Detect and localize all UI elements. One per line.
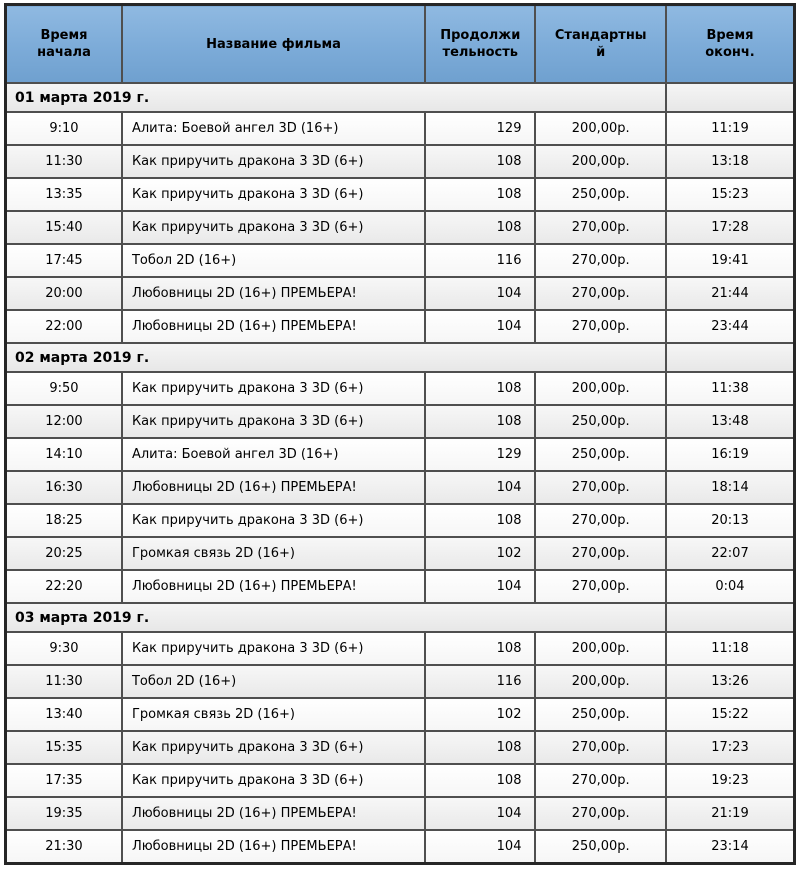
end-time-cell: 11:38 xyxy=(666,372,795,405)
date-section-row xyxy=(6,343,795,372)
start-time-cell: 22:20 xyxy=(6,570,122,603)
end-time-cell: 15:23 xyxy=(666,178,795,211)
movie-title-cell: Как приручить дракона 3 3D (6+) xyxy=(122,764,425,797)
movie-title-cell: Любовницы 2D (16+) ПРЕМЬЕРА! xyxy=(122,830,425,864)
movie-title-cell: Как приручить дракона 3 3D (6+) xyxy=(122,731,425,764)
start-time-cell: 17:35 xyxy=(6,764,122,797)
price-cell: 270,00р. xyxy=(535,471,665,504)
start-time-cell: 22:00 xyxy=(6,310,122,343)
duration-cell: 104 xyxy=(425,570,535,603)
duration-cell: 116 xyxy=(425,665,535,698)
header-row xyxy=(6,5,795,84)
duration-cell: 116 xyxy=(425,244,535,277)
start-time-cell: 13:40 xyxy=(6,698,122,731)
table-row xyxy=(6,764,795,797)
duration-cell: 129 xyxy=(425,438,535,471)
end-time-cell: 21:19 xyxy=(666,797,795,830)
column-header-start-time xyxy=(6,5,122,84)
price-cell: 250,00р. xyxy=(535,438,665,471)
table-row xyxy=(6,438,795,471)
movie-title-cell: Как приручить дракона 3 3D (6+) xyxy=(122,178,425,211)
date-section-row xyxy=(6,83,795,112)
price-cell: 200,00р. xyxy=(535,372,665,405)
movie-title-cell: Как приручить дракона 3 3D (6+) xyxy=(122,211,425,244)
movie-title-cell: Любовницы 2D (16+) ПРЕМЬЕРА! xyxy=(122,277,425,310)
cinema-schedule-table xyxy=(4,3,796,865)
header-line: й xyxy=(596,45,606,60)
end-time-cell: 15:22 xyxy=(666,698,795,731)
duration-cell: 108 xyxy=(425,145,535,178)
section-empty-cell xyxy=(666,343,795,372)
header-line: начала xyxy=(37,45,91,60)
end-time-cell: 11:18 xyxy=(666,632,795,665)
duration-cell: 108 xyxy=(425,764,535,797)
duration-cell: 104 xyxy=(425,471,535,504)
start-time-cell: 16:30 xyxy=(6,471,122,504)
price-cell: 270,00р. xyxy=(535,731,665,764)
price-cell: 200,00р. xyxy=(535,665,665,698)
start-time-cell: 13:35 xyxy=(6,178,122,211)
price-cell: 250,00р. xyxy=(535,830,665,864)
price-cell: 250,00р. xyxy=(535,698,665,731)
price-cell: 200,00р. xyxy=(535,145,665,178)
column-header-movie-title xyxy=(122,5,425,84)
duration-cell: 108 xyxy=(425,632,535,665)
movie-title-cell: Алита: Боевой ангел 3D (16+) xyxy=(122,438,425,471)
movie-title-cell: Любовницы 2D (16+) ПРЕМЬЕРА! xyxy=(122,797,425,830)
movie-title-cell: Любовницы 2D (16+) ПРЕМЬЕРА! xyxy=(122,471,425,504)
movie-title-cell: Как приручить дракона 3 3D (6+) xyxy=(122,504,425,537)
duration-cell: 104 xyxy=(425,310,535,343)
movie-title-cell: Как приручить дракона 3 3D (6+) xyxy=(122,405,425,438)
duration-cell: 108 xyxy=(425,405,535,438)
table-row xyxy=(6,570,795,603)
table-row xyxy=(6,211,795,244)
column-header-standard-price xyxy=(535,5,665,84)
movie-title-cell: Как приручить дракона 3 3D (6+) xyxy=(122,145,425,178)
end-time-cell: 16:19 xyxy=(666,438,795,471)
table-row xyxy=(6,405,795,438)
schedule-table-container xyxy=(4,3,796,865)
header-line: Продолжи xyxy=(440,28,521,43)
section-empty-cell xyxy=(666,603,795,632)
movie-title-cell: Как приручить дракона 3 3D (6+) xyxy=(122,372,425,405)
duration-cell: 108 xyxy=(425,211,535,244)
duration-cell: 108 xyxy=(425,504,535,537)
start-time-cell: 21:30 xyxy=(6,830,122,864)
price-cell: 270,00р. xyxy=(535,211,665,244)
end-time-cell: 13:48 xyxy=(666,405,795,438)
start-time-cell: 15:35 xyxy=(6,731,122,764)
movie-title-cell: Громкая связь 2D (16+) xyxy=(122,537,425,570)
table-row xyxy=(6,797,795,830)
end-time-cell: 21:44 xyxy=(666,277,795,310)
table-row xyxy=(6,830,795,864)
price-cell: 250,00р. xyxy=(535,178,665,211)
section-date: 01 марта 2019 г. xyxy=(6,83,666,112)
start-time-cell: 9:10 xyxy=(6,112,122,145)
table-row xyxy=(6,145,795,178)
table-row xyxy=(6,310,795,343)
end-time-cell: 20:13 xyxy=(666,504,795,537)
table-row xyxy=(6,504,795,537)
price-cell: 270,00р. xyxy=(535,277,665,310)
start-time-cell: 9:30 xyxy=(6,632,122,665)
start-time-cell: 15:40 xyxy=(6,211,122,244)
movie-title-cell: Тобол 2D (16+) xyxy=(122,244,425,277)
start-time-cell: 17:45 xyxy=(6,244,122,277)
table-row xyxy=(6,112,795,145)
table-row xyxy=(6,471,795,504)
start-time-cell: 18:25 xyxy=(6,504,122,537)
movie-title-cell: Тобол 2D (16+) xyxy=(122,665,425,698)
end-time-cell: 23:14 xyxy=(666,830,795,864)
end-time-cell: 22:07 xyxy=(666,537,795,570)
header-line: оконч. xyxy=(705,45,755,60)
table-row xyxy=(6,537,795,570)
table-row xyxy=(6,372,795,405)
start-time-cell: 20:25 xyxy=(6,537,122,570)
price-cell: 200,00р. xyxy=(535,112,665,145)
table-row xyxy=(6,178,795,211)
header-line: Стандартны xyxy=(554,28,647,43)
table-row xyxy=(6,244,795,277)
end-time-cell: 18:14 xyxy=(666,471,795,504)
end-time-cell: 13:26 xyxy=(666,665,795,698)
end-time-cell: 0:04 xyxy=(666,570,795,603)
table-row xyxy=(6,277,795,310)
duration-cell: 104 xyxy=(425,797,535,830)
price-cell: 270,00р. xyxy=(535,764,665,797)
column-header-duration xyxy=(425,5,535,84)
price-cell: 250,00р. xyxy=(535,405,665,438)
price-cell: 270,00р. xyxy=(535,504,665,537)
movie-title-cell: Как приручить дракона 3 3D (6+) xyxy=(122,632,425,665)
end-time-cell: 11:19 xyxy=(666,112,795,145)
end-time-cell: 23:44 xyxy=(666,310,795,343)
start-time-cell: 20:00 xyxy=(6,277,122,310)
duration-cell: 104 xyxy=(425,277,535,310)
duration-cell: 104 xyxy=(425,830,535,864)
price-cell: 270,00р. xyxy=(535,244,665,277)
duration-cell: 102 xyxy=(425,698,535,731)
price-cell: 270,00р. xyxy=(535,537,665,570)
start-time-cell: 11:30 xyxy=(6,145,122,178)
start-time-cell: 14:10 xyxy=(6,438,122,471)
start-time-cell: 19:35 xyxy=(6,797,122,830)
column-header-end-time xyxy=(666,5,795,84)
movie-title-cell: Любовницы 2D (16+) ПРЕМЬЕРА! xyxy=(122,570,425,603)
duration-cell: 108 xyxy=(425,731,535,764)
header-line: тельность xyxy=(442,45,519,60)
table-row xyxy=(6,665,795,698)
table-row xyxy=(6,731,795,764)
header-line: Время xyxy=(706,28,754,43)
start-time-cell: 9:50 xyxy=(6,372,122,405)
movie-title-cell: Громкая связь 2D (16+) xyxy=(122,698,425,731)
end-time-cell: 19:41 xyxy=(666,244,795,277)
header-line: Название фильма xyxy=(206,36,341,52)
header-line: Время xyxy=(40,28,88,43)
movie-title-cell: Любовницы 2D (16+) ПРЕМЬЕРА! xyxy=(122,310,425,343)
duration-cell: 129 xyxy=(425,112,535,145)
section-empty-cell xyxy=(666,83,795,112)
section-date: 02 марта 2019 г. xyxy=(6,343,666,372)
table-row xyxy=(6,632,795,665)
start-time-cell: 11:30 xyxy=(6,665,122,698)
movie-title-cell: Алита: Боевой ангел 3D (16+) xyxy=(122,112,425,145)
end-time-cell: 17:28 xyxy=(666,211,795,244)
end-time-cell: 13:18 xyxy=(666,145,795,178)
section-date: 03 марта 2019 г. xyxy=(6,603,666,632)
price-cell: 270,00р. xyxy=(535,570,665,603)
price-cell: 200,00р. xyxy=(535,632,665,665)
duration-cell: 102 xyxy=(425,537,535,570)
price-cell: 270,00р. xyxy=(535,797,665,830)
duration-cell: 108 xyxy=(425,178,535,211)
start-time-cell: 12:00 xyxy=(6,405,122,438)
end-time-cell: 17:23 xyxy=(666,731,795,764)
date-section-row xyxy=(6,603,795,632)
table-row xyxy=(6,698,795,731)
price-cell: 270,00р. xyxy=(535,310,665,343)
end-time-cell: 19:23 xyxy=(666,764,795,797)
duration-cell: 108 xyxy=(425,372,535,405)
